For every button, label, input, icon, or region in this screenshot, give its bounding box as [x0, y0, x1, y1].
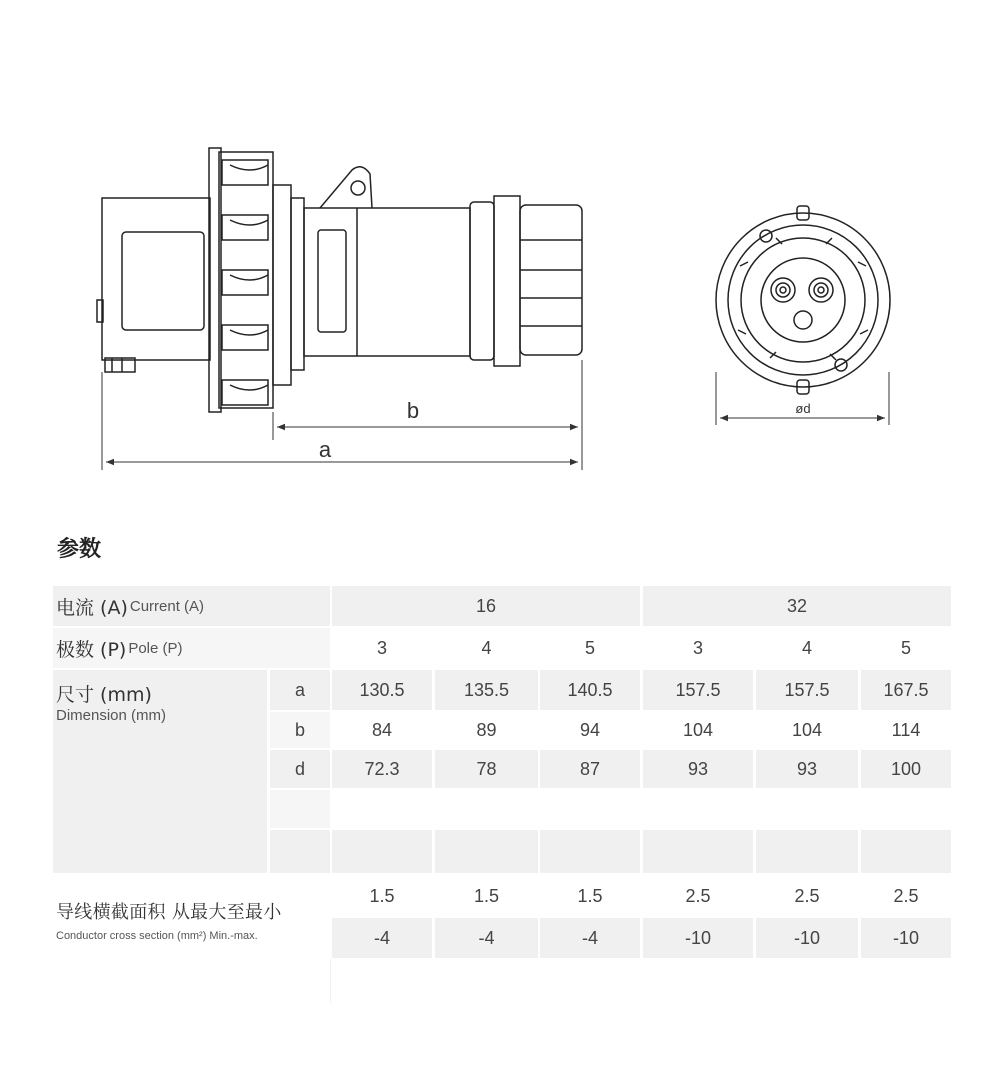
dim-d-value: 93 [756, 750, 858, 788]
dim-key: a [270, 670, 330, 710]
dim-d-value: 93 [643, 750, 753, 788]
empty-cell [643, 830, 753, 873]
section-title: 参数 [57, 537, 102, 562]
conductor-max-value: 1.5 [577, 885, 603, 906]
dim-a-value: 157.5 [643, 670, 753, 710]
pole-value: 5 [900, 637, 911, 658]
current-value-16: 16 [332, 586, 640, 626]
dim-a-value: 130.5 [332, 670, 432, 710]
conductor-max-value: 2.5 [685, 885, 711, 906]
dim-a-value: 135.5 [435, 670, 538, 710]
empty-cell [435, 830, 538, 873]
technical-drawing [0, 0, 1001, 500]
dim-key: b [270, 712, 330, 748]
current-label [53, 586, 330, 626]
dim-a-value: 140.5 [540, 670, 640, 710]
front-view [716, 206, 890, 394]
empty-cell [332, 790, 951, 828]
dim-b-value: 94 [579, 719, 601, 740]
conductor-min-value: -4 [332, 918, 432, 958]
dim-d-value: 72.3 [332, 750, 432, 788]
conductor-max-value: 2.5 [794, 885, 820, 906]
conductor-label-en: Conductor cross section (mm²) Min.-max. [56, 930, 258, 942]
dim-b-value: 84 [371, 719, 393, 740]
pole-label-zh: 极数 (P) [56, 638, 127, 661]
dim-d-value: 100 [861, 750, 951, 788]
pole-value: 3 [376, 637, 387, 658]
dim-b-value: 114 [891, 719, 921, 740]
conductor-min-value: -4 [540, 918, 640, 958]
pole-label-en: Pole (P) [128, 639, 183, 657]
conductor-min-value: -10 [861, 918, 951, 958]
dim-a-value: 167.5 [861, 670, 951, 710]
conductor-min-value: -10 [756, 918, 858, 958]
empty-cell [756, 830, 858, 873]
current-value-32: 32 [643, 586, 951, 626]
dim-key: d [270, 750, 330, 788]
conductor-max-value: 1.5 [369, 885, 395, 906]
pole-value: 5 [584, 637, 595, 658]
dimension-label-zh: 尺寸 (mm) [56, 684, 152, 706]
pole-label [53, 628, 330, 668]
dim-b-value: 104 [682, 719, 714, 740]
empty-cell [861, 830, 951, 873]
conductor-max-value: 2.5 [893, 885, 919, 906]
dim-d-label: ød [795, 401, 811, 416]
dim-a-label: a [318, 437, 332, 462]
dim-d-value: 78 [435, 750, 538, 788]
dim-b-label: b [406, 398, 420, 423]
dimension-label-en: Dimension (mm) [56, 707, 167, 724]
dim-b-value: 89 [476, 719, 497, 740]
current-label-en: Current (A) [129, 597, 205, 615]
conductor-min-value: -4 [435, 918, 538, 958]
table-divider [330, 958, 331, 1003]
empty-cell [332, 830, 432, 873]
dimension-lines [102, 360, 889, 470]
current-label-zh: 电流 (A) [56, 596, 128, 619]
dim-a-value: 157.5 [756, 670, 858, 710]
dim-b-value: 104 [791, 719, 823, 740]
pole-value: 3 [692, 637, 703, 658]
empty-cell [270, 830, 330, 873]
side-view [97, 148, 582, 412]
dimension-label [53, 670, 267, 873]
empty-cell [270, 790, 330, 828]
conductor-min-value: -10 [643, 918, 753, 958]
conductor-label [53, 880, 330, 960]
pole-value: 4 [801, 637, 812, 658]
conductor-max-value: 1.5 [473, 885, 500, 906]
empty-cell [540, 830, 640, 873]
conductor-label-zh: 导线横截面积 从最大至最小 [56, 902, 282, 923]
pole-value: 4 [481, 637, 492, 658]
dim-d-value: 87 [540, 750, 640, 788]
